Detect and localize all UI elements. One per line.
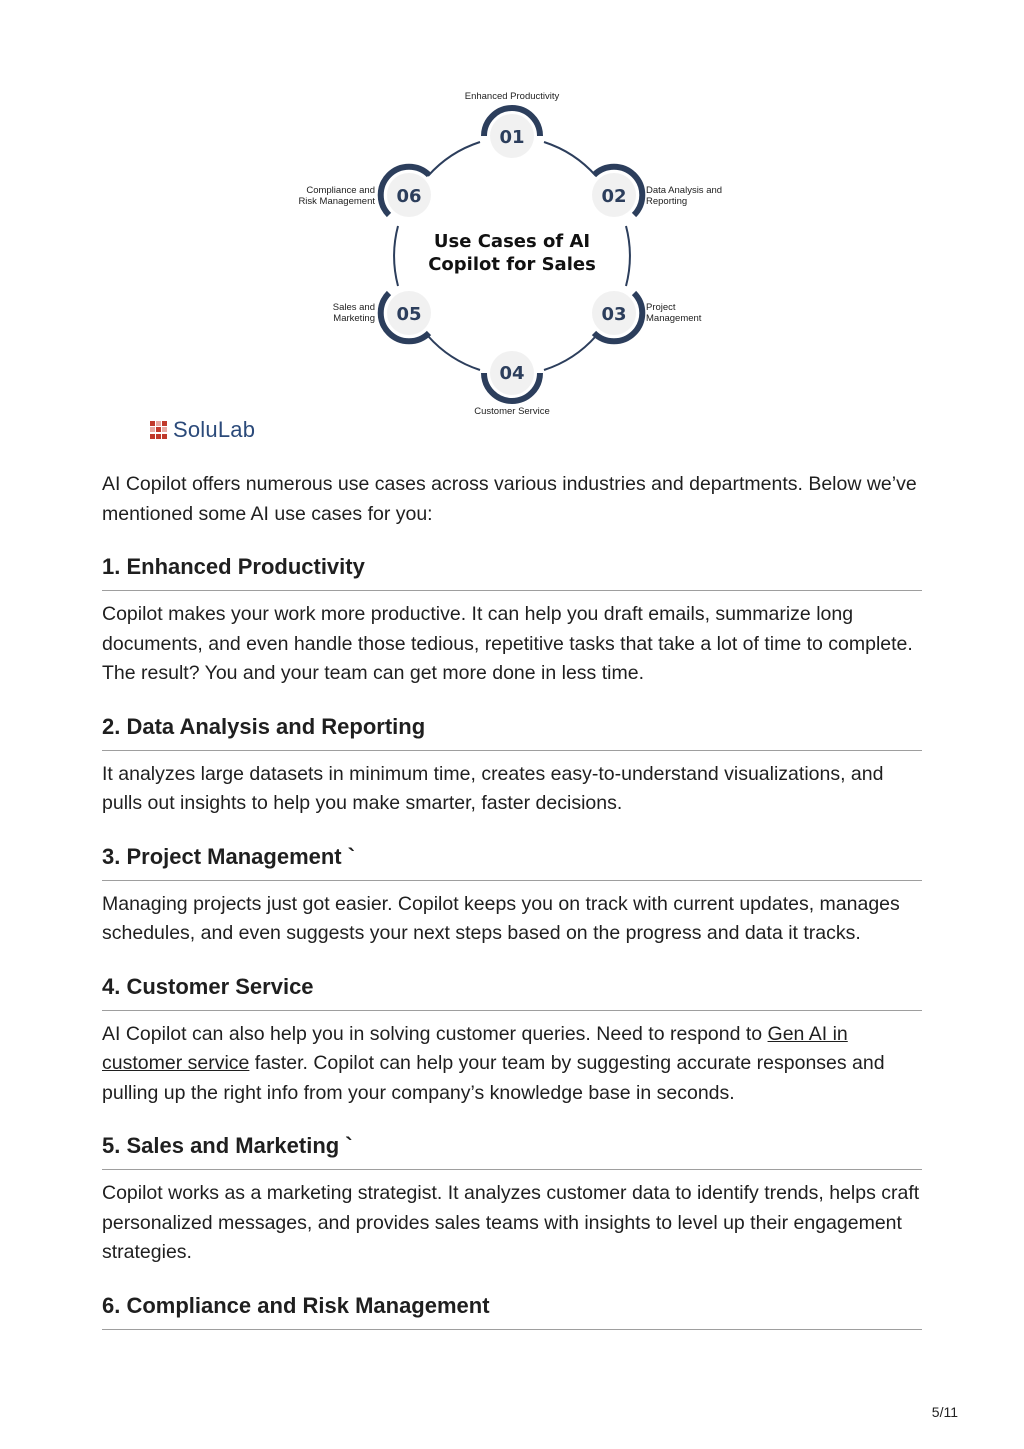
node-06-label-line2: Risk Management [298,196,375,207]
node-04-label: Customer Service [474,406,550,417]
section-body-text-after-link: faster. Copilot can help your team by suggesting accurate responses and pulling up the right info from your company’s knowledge base in seconds. [102,1052,885,1104]
use-cases-diagram [270,80,750,425]
page-number: 5/11 [931,1404,958,1420]
connector-06-01 [428,142,480,176]
section-project-management [102,843,922,949]
section-enhanced-productivity [102,553,922,689]
solulab-logo-icon [150,421,167,440]
section-body: It analyzes large datasets in minimum time, creates easy-to-understand visualizations, and pulls out insights to help you make smarter, faster decisions. [102,762,884,814]
solulab-logo [150,417,255,443]
node-03-number: 03 [601,304,627,325]
section-customer-service [102,973,922,1109]
section-body: Copilot makes your work more productive. It can help you draft emails, summarize long documents, and even handle those tedious, repetitive tasks that take a lot of time to complete. The result? You and your team can get more done in less time. [102,603,913,684]
section-body: Managing projects just got easier. Copilot keeps you on track with current updates, manages schedules, and even suggests your next steps based on the progress and data it tracks. [102,892,900,944]
section-data-analysis [102,713,922,819]
connector-03-04 [544,336,596,370]
connector-05-06 [394,226,398,286]
section-heading: 6. Compliance and Risk Management [102,1292,922,1330]
section-heading: 4. Customer Service [102,973,922,1011]
diagram-center-title-line1: Use Cases of AI [433,231,591,252]
node-06-label-line1: Compliance and [306,185,375,196]
gen-ai-customer-service-link[interactable]: Gen AI in customer service [102,1022,848,1074]
section-body: Copilot works as a marketing strategist. It analyzes customer data to identify trends, helps craft personalized messages, and provides sales teams with insights to level up their engagement strategies. [102,1182,920,1263]
node-01-number: 01 [499,127,525,148]
node-06-number: 06 [396,186,422,207]
node-03-label-line2: Management [646,313,702,324]
logo-text: SoluLab [173,417,256,442]
intro-paragraph: AI Copilot offers numerous use cases across various industries and departments. Below we’ve mentioned some AI use cases for you: [102,473,917,525]
section-body-text-before-link: AI Copilot can also help you in solving customer queries. Need to respond to [102,1022,768,1045]
node-02-label-line1: Data Analysis and [646,185,723,196]
section-body [102,1020,922,1109]
section-heading: 1. Enhanced Productivity [102,553,922,591]
node-05-label-line2: Marketing [333,313,375,324]
connector-02-03 [626,226,630,286]
node-04-number: 04 [499,363,525,384]
node-02 [592,167,722,217]
section-heading: 2. Data Analysis and Reporting [102,713,922,751]
connector-01-02 [544,142,596,176]
node-04 [474,351,550,417]
use-cases-diagram-svg [270,80,750,425]
node-03-label-line1: Project [646,302,676,313]
section-compliance-risk [102,1292,922,1330]
diagram-center-title-line2: Copilot for Sales [428,254,596,275]
section-heading: 5. Sales and Marketing ` [102,1132,922,1170]
node-02-label-line2: Reporting [646,196,688,207]
node-05 [333,291,431,341]
article-body [102,470,922,1330]
connector-04-05 [428,336,480,370]
node-05-number: 05 [396,304,422,325]
node-03 [592,291,702,341]
node-01-label: Enhanced Productivity [464,91,560,102]
section-heading: 3. Project Management ` [102,843,922,881]
node-02-number: 02 [601,186,627,207]
node-05-label-line1: Sales and [332,302,375,313]
section-sales-marketing [102,1132,922,1268]
node-01 [465,91,560,158]
node-06 [298,167,431,217]
